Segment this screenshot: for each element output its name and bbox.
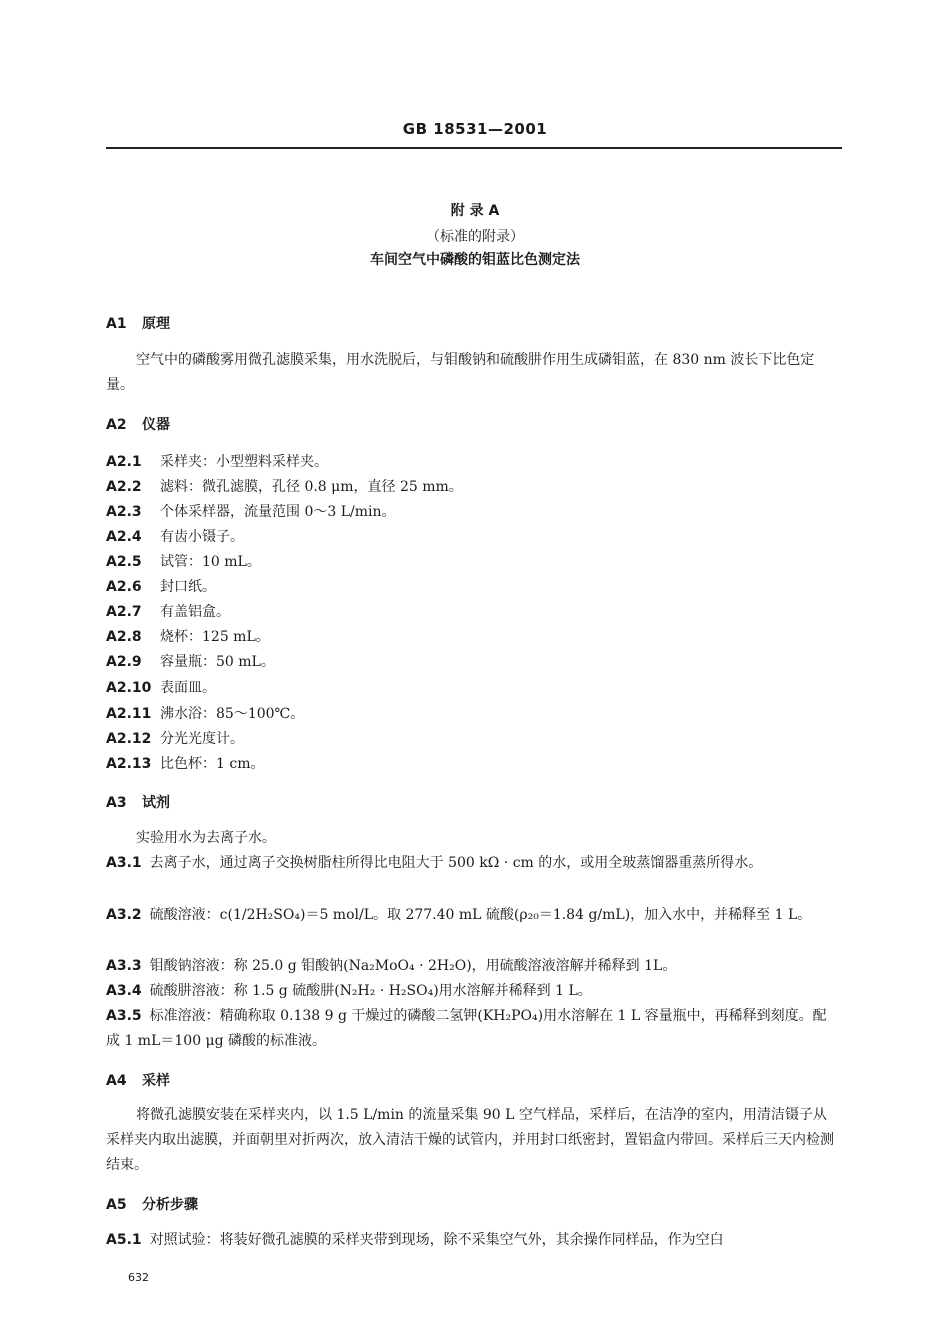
item-text: 容量瓶：50 mL。	[160, 654, 275, 670]
item-number: A2.4	[106, 529, 142, 545]
item-number: A2.11	[106, 706, 152, 722]
item-number: A2.8	[106, 629, 142, 645]
item-text: 有盖铝盒。	[160, 604, 230, 620]
list-item	[106, 728, 244, 748]
list-item	[106, 601, 230, 621]
item-text: 采样夹：小型塑料采样夹。	[160, 454, 328, 470]
section-number: A2	[106, 417, 127, 433]
list-item	[106, 526, 244, 546]
item-number: A3.4	[106, 983, 142, 999]
list-item	[106, 903, 840, 928]
item-number: A2.7	[106, 604, 142, 620]
item-text: 对照试验：将装好微孔滤膜的采样夹带到现场，除不采集空气外，其余操作同样品，作为空白	[149, 1232, 724, 1248]
list-item	[106, 551, 261, 571]
item-number: A2.5	[106, 554, 142, 570]
item-text: 沸水浴：85～100℃。	[160, 706, 305, 722]
list-item	[106, 954, 840, 979]
item-number: A2.6	[106, 579, 142, 595]
item-number: A2.10	[106, 680, 152, 696]
section-number: A3	[106, 795, 127, 811]
list-item	[106, 703, 304, 723]
item-text: 钼酸钠溶液：称 25.0 g 钼酸钠(Na₂MoO₄ · 2H₂O)，用硫酸溶液溶解并稀释到 1L。	[149, 958, 677, 974]
item-text: 试管：10 mL。	[160, 554, 261, 570]
item-text: 分光光度计。	[160, 731, 244, 747]
section-title: 原理	[142, 316, 170, 332]
list-item	[106, 626, 270, 646]
item-number: A2.1	[106, 454, 142, 470]
item-text: 去离子水，通过离子交换树脂柱所得比电阻大于 500 kΩ · cm 的水，或用全玻蒸馏器重蒸所得水。	[149, 855, 763, 871]
section-a2-heading	[106, 414, 170, 434]
list-item	[106, 451, 328, 471]
section-a3-intro: 实验用水为去离子水。	[136, 830, 276, 846]
section-title: 采样	[142, 1073, 170, 1089]
item-text: 硫酸肼溶液：称 1.5 g 硫酸肼(N₂H₂ · H₂SO₄)用水溶解并稀释到 1 L。	[149, 983, 592, 999]
section-title: 分析步骤	[142, 1197, 198, 1213]
section-title: 仪器	[142, 417, 170, 433]
item-text: 比色杯：1 cm。	[160, 756, 265, 772]
item-number: A2.3	[106, 504, 142, 520]
item-number: A2.9	[106, 654, 142, 670]
list-item	[106, 1004, 840, 1054]
section-number: A1	[106, 316, 127, 332]
section-a1-heading	[106, 313, 170, 333]
list-item	[106, 677, 216, 697]
list-item	[106, 576, 216, 596]
list-item	[106, 651, 275, 671]
appendix-label: 附 录 A	[450, 203, 500, 219]
item-number: A3.2	[106, 907, 142, 923]
item-text: 表面皿。	[160, 680, 216, 696]
section-a1-text: 空气中的磷酸雾用微孔滤膜采集，用水洗脱后，与钼酸钠和硫酸肼作用生成磷钼蓝，在 830 nm 波长下比色定量。	[106, 352, 815, 393]
list-item	[106, 501, 396, 521]
list-item	[106, 1228, 840, 1253]
header-rule	[106, 147, 842, 149]
list-item	[106, 979, 840, 1004]
section-a3-heading	[106, 792, 170, 812]
item-number: A5.1	[106, 1232, 142, 1248]
list-item	[106, 753, 264, 773]
section-a5-heading	[106, 1194, 198, 1214]
section-number: A4	[106, 1073, 127, 1089]
item-text: 硫酸溶液：c(1/2H₂SO₄)＝5 mol/L。取 277.40 mL 硫酸(ρ₂₀＝1.84 g/mL)，加入水中，并稀释至 1 L。	[149, 907, 812, 923]
section-title: 试剂	[142, 795, 170, 811]
list-item	[106, 476, 463, 496]
item-text: 滤料：微孔滤膜，孔径 0.8 μm，直径 25 mm。	[160, 479, 463, 495]
item-text: 封口纸。	[160, 579, 216, 595]
item-text: 烧杯：125 mL。	[160, 629, 270, 645]
item-text: 标准溶液：精确称取 0.138 9 g 干燥过的磷酸二氢钾(KH₂PO₄)用水溶解在 1 L 容量瓶中，再稀释到刻度。配成 1 mL＝100 μg 磷酸的标准液。	[106, 1008, 827, 1049]
section-a4-text: 将微孔滤膜安装在采样夹内，以 1.5 L/min 的流量采集 90 L 空气样品，采样后，在洁净的室内，用清洁镊子从采样夹内取出滤膜，并面朝里对折两次，放入清洁干燥的试管内，并用封口纸密封，置铝盒内带回。采样后三天内检测结束。	[106, 1107, 834, 1173]
item-number: A3.5	[106, 1008, 142, 1024]
section-number: A5	[106, 1197, 127, 1213]
document-title: 车间空气中磷酸的钼蓝比色测定法	[370, 252, 580, 268]
item-number: A3.1	[106, 855, 142, 871]
page-number: 632	[128, 1271, 149, 1284]
item-text: 个体采样器，流量范围 0～3 L/min。	[160, 504, 396, 520]
item-number: A2.2	[106, 479, 142, 495]
item-number: A2.13	[106, 756, 152, 772]
item-number: A2.12	[106, 731, 152, 747]
list-item	[106, 851, 840, 876]
standard-number-header: GB 18531—2001	[402, 120, 548, 138]
appendix-type: （标准的附录）	[426, 229, 524, 245]
section-a4-heading	[106, 1070, 170, 1090]
item-text: 有齿小镊子。	[160, 529, 244, 545]
item-number: A3.3	[106, 958, 142, 974]
